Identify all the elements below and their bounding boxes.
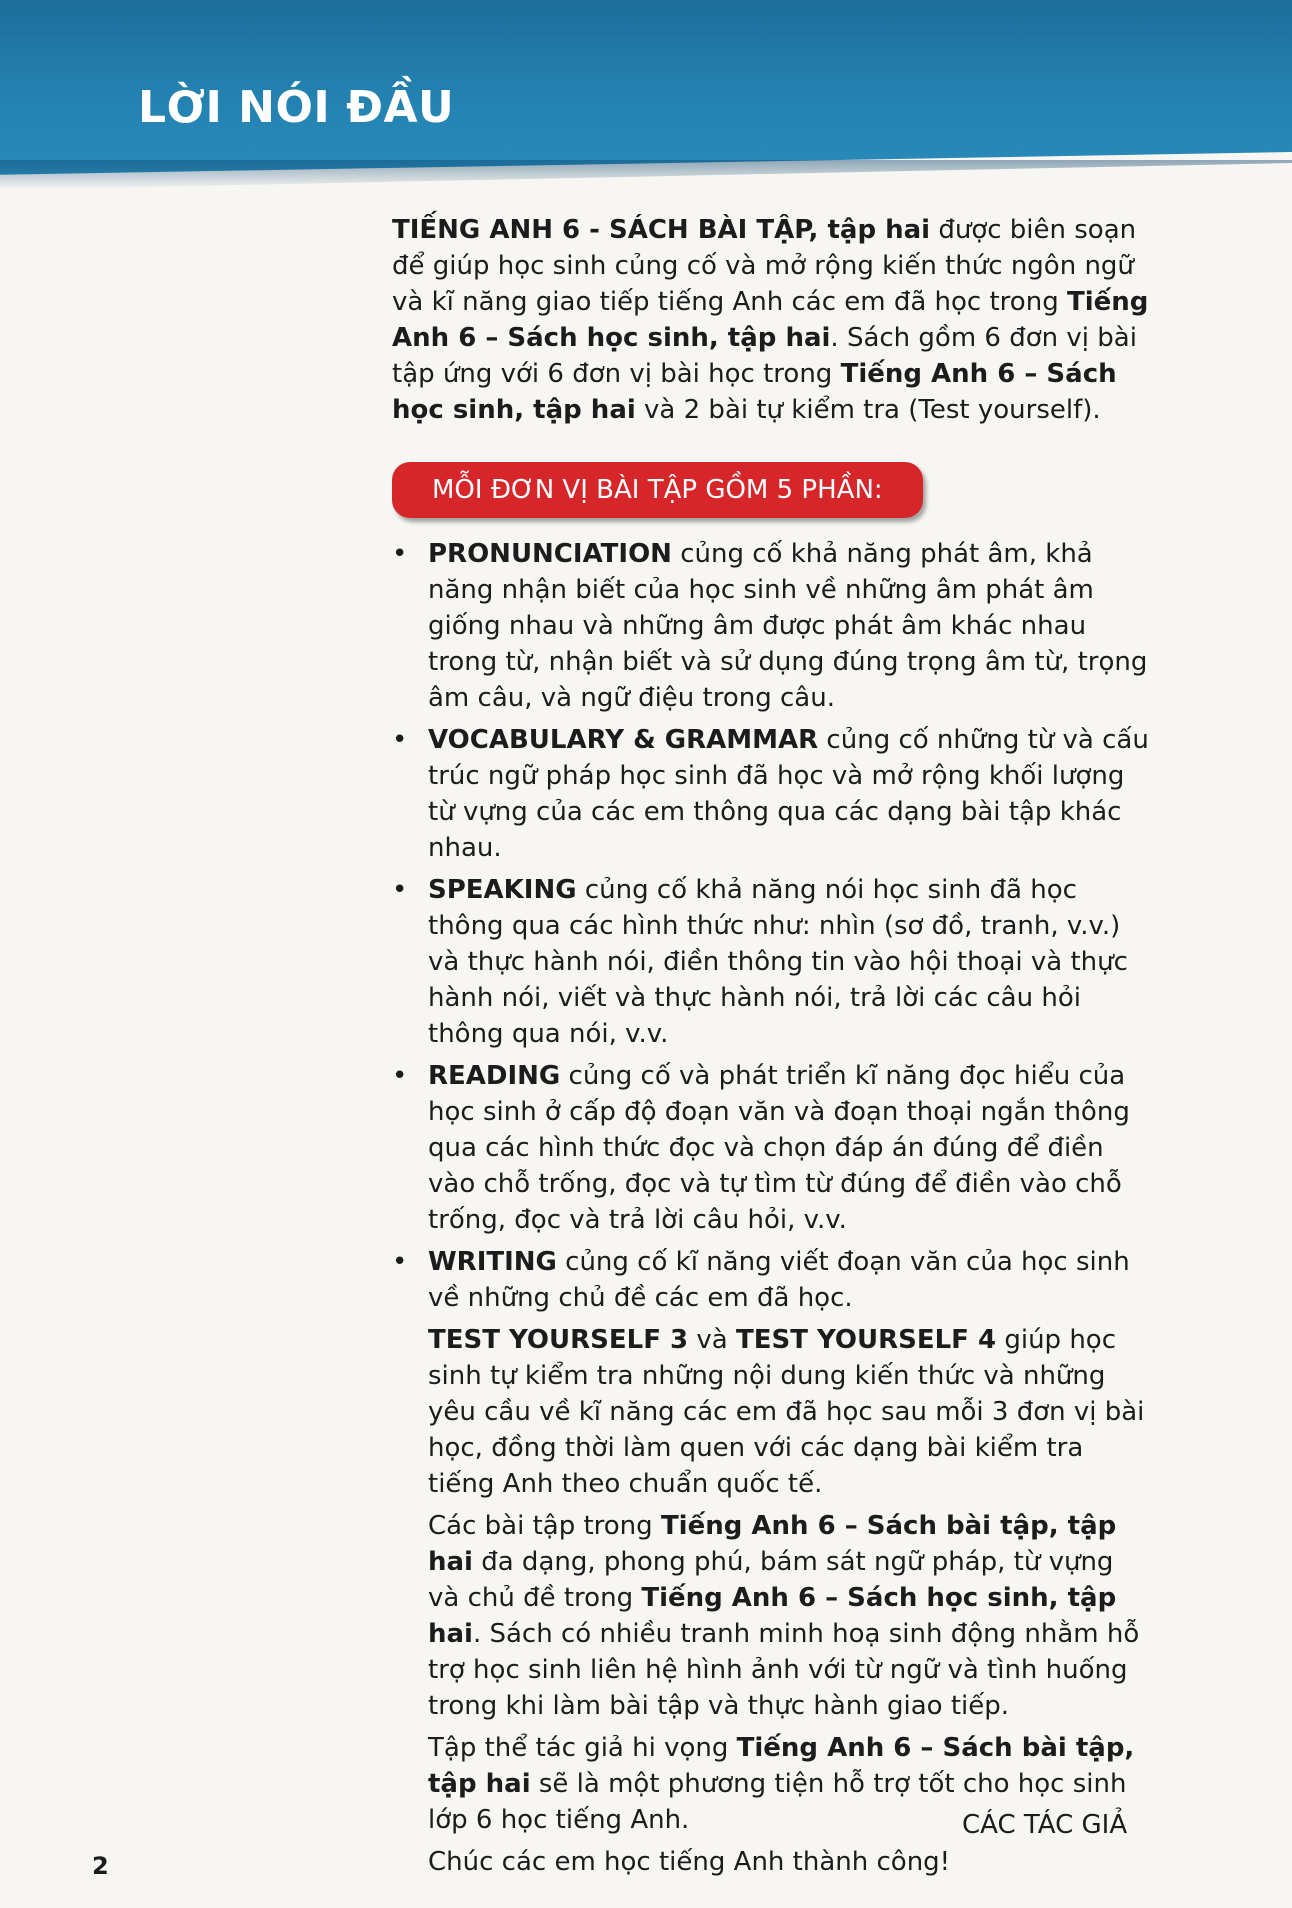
bullet-icon: • xyxy=(392,875,408,905)
part-desc: củng cố và phát triển kĩ năng đọc hiểu của học sinh ở cấp độ đoạn văn và đoạn thoại ngắn thông qua các hình thức đọc và chọn đáp án đúng để điền vào chỗ trống, đọc và tự tìm từ đúng để điền vào chỗ trống, đọc và trả lời câu hỏi, v.v. xyxy=(428,1061,1130,1235)
section-label: MỖI ĐƠN VỊ BÀI TẬP GỒM 5 PHẦN: xyxy=(392,462,923,518)
part-name: WRITING xyxy=(428,1247,557,1277)
test-yourself-paragraph xyxy=(428,1322,1152,1502)
hope-bold-1: Tiếng Anh 6 – Sách bài tập, tập hai xyxy=(428,1733,1135,1799)
bullet-icon: • xyxy=(392,1061,408,1091)
part-name: READING xyxy=(428,1061,561,1091)
part-desc: củng cố khả năng phát âm, khả năng nhận biết của học sinh về những âm phát âm giống nhau và những âm được phát âm khác nhau trong từ, nhận biết và sử dụng đúng trọng âm từ, trọng âm câu, và ngữ điệu trong câu. xyxy=(428,539,1148,713)
part-name: PRONUNCIATION xyxy=(428,539,672,569)
bullet-icon: • xyxy=(392,725,408,755)
bullet-icon: • xyxy=(392,539,408,569)
hope-text-1: Tập thể tác giả hi vọng xyxy=(428,1733,737,1763)
intro-bold-2: Tiếng Anh 6 – Sách học sinh, tập hai xyxy=(392,287,1149,353)
part-name: VOCABULARY & GRAMMAR xyxy=(428,725,819,755)
intro-text-2: . Sách gồm 6 đơn vị bài tập ứng với 6 đơn vị bài học trong xyxy=(392,323,1137,389)
bullet-icon: • xyxy=(392,1247,408,1277)
intro-text-3: và 2 bài tự kiểm tra (Test yourself). xyxy=(635,395,1101,425)
exercise-text-1: Các bài tập trong xyxy=(428,1511,661,1541)
list-item-pronunciation xyxy=(392,536,1152,716)
list-item-writing xyxy=(392,1244,1152,1316)
test-text-1: và xyxy=(688,1325,736,1355)
main-content xyxy=(392,212,1152,1880)
exercise-bold-2: Tiếng Anh 6 – Sách học sinh, tập hai xyxy=(428,1583,1117,1649)
test-bold-1: TEST YOURSELF 3 xyxy=(428,1325,689,1355)
test-text-2: giúp học sinh tự kiểm tra những nội dung kiến thức và những yêu cầu về kĩ năng các em đã học sau mỗi 3 đơn vị bài học, đồng thời làm quen với các dạng bài kiểm tra tiếng Anh theo chuẩn quốc tế. xyxy=(428,1325,1145,1499)
part-name: SPEAKING xyxy=(428,875,577,905)
page-number: 2 xyxy=(92,1852,109,1880)
part-desc: củng cố khả năng nói học sinh đã học thông qua các hình thức như: nhìn (sơ đồ, tranh, v.v.) và thực hành nói, điền thông tin vào hội thoại và thực hành nói, viết và thực hành nói, trả lời các câu hỏi thông qua nói, v.v. xyxy=(428,875,1128,1049)
exercise-text-3: . Sách có nhiều tranh minh hoạ sinh động nhằm hỗ trợ học sinh liên hệ hình ảnh với từ ngữ và tình huống trong khi làm bài tập và thực hành giao tiếp. xyxy=(428,1619,1140,1721)
exercise-paragraph xyxy=(428,1508,1152,1724)
part-desc: củng cố những từ và cấu trúc ngữ pháp học sinh đã học và mở rộng khối lượng từ vựng của các em thông qua các dạng bài tập khác nhau. xyxy=(428,725,1149,863)
hope-text-2: sẽ là một phương tiện hỗ trợ tốt cho học sinh lớp 6 học tiếng Anh. xyxy=(428,1769,1127,1835)
intro-text-1: được biên soạn để giúp học sinh củng cố và mở rộng kiến thức ngôn ngữ và kĩ năng giao tiếp tiếng Anh các em đã học trong xyxy=(392,215,1137,317)
closing-line: Chúc các em học tiếng Anh thành công! xyxy=(428,1847,951,1877)
list-item-speaking xyxy=(392,872,1152,1052)
intro-bold-3: Tiếng Anh 6 – Sách học sinh, tập hai xyxy=(392,359,1117,425)
list-item-reading xyxy=(392,1058,1152,1238)
exercise-bold-1: Tiếng Anh 6 – Sách bài tập, tập hai xyxy=(428,1511,1117,1577)
signature: CÁC TÁC GIẢ xyxy=(962,1810,1128,1840)
exercise-text-2: đa dạng, phong phú, bám sát ngữ pháp, từ vựng và chủ đề trong xyxy=(428,1547,1114,1613)
list-item-vocabulary-grammar xyxy=(392,722,1152,866)
intro-paragraph xyxy=(392,212,1152,428)
part-desc: củng cố kĩ năng viết đoạn văn của học sinh về những chủ đề các em đã học. xyxy=(428,1247,1130,1313)
page-title: LỜI NÓI ĐẦU xyxy=(138,82,455,133)
intro-bold-1: TIẾNG ANH 6 - SÁCH BÀI TẬP, tập hai xyxy=(392,215,931,245)
test-bold-2: TEST YOURSELF 4 xyxy=(735,1325,997,1355)
header-shadow xyxy=(0,160,1292,190)
parts-list xyxy=(392,536,1152,1316)
